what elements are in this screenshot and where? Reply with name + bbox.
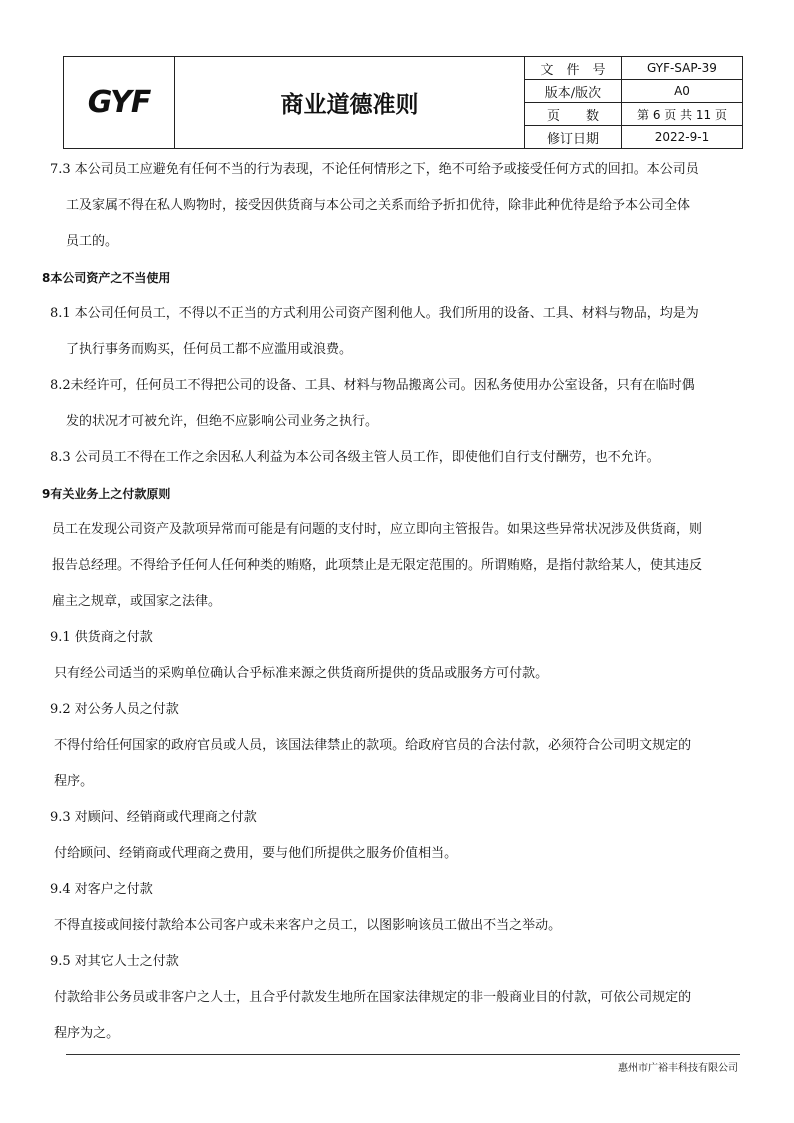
revision-date-value: 2022-9-1 bbox=[622, 126, 743, 149]
doc-number-value: GYF-SAP-39 bbox=[622, 57, 743, 80]
paragraph-line: 员工在发现公司资产及款项异常而可能是有问题的支付时，应立即向主管报告。如果这些异常状况涉及供货商，则 bbox=[52, 522, 703, 537]
paragraph-line: 了执行事务而购买，任何员工都不应滥用或浪费。 bbox=[66, 342, 353, 357]
document-body bbox=[42, 152, 754, 1052]
page-count-value: 第 6 页 共 11 页 bbox=[622, 103, 743, 126]
page-count-label: 页 数 bbox=[525, 103, 622, 126]
version-value: A0 bbox=[622, 80, 743, 103]
subsection-9-5-body bbox=[42, 980, 754, 1052]
paragraph-7-3 bbox=[42, 152, 754, 260]
footer-company-name: 惠州市广裕丰科技有限公司 bbox=[618, 1063, 738, 1074]
subsection-9-4-body bbox=[42, 908, 754, 944]
document-header-table bbox=[63, 56, 743, 149]
paragraph-line: 程序。 bbox=[54, 774, 94, 789]
paragraph-line: 付款给非公务员或非客户之人士，且合乎付款发生地所在国家法律规定的非一般商业目的付款，可依公司规定的 bbox=[54, 990, 692, 1005]
subsection-9-4-title: 9.4 对客户之付款 bbox=[50, 882, 153, 897]
paragraph-8-3: 8.3 公司员工不得在工作之余因私人利益为本公司各级主管人员工作，即使他们自行支付酬劳，也不允许。 bbox=[50, 450, 660, 465]
paragraph-line: 不得直接或间接付款给本公司客户或未来客户之员工，以图影响该员工做出不当之举动。 bbox=[54, 918, 562, 933]
company-logo: GYF bbox=[87, 85, 151, 120]
paragraph-line: 程序为之。 bbox=[54, 1026, 120, 1041]
paragraph-line: 不得付给任何国家的政府官员或人员，该国法律禁止的款项。给政府官员的合法付款，必须符合公司明文规定的 bbox=[54, 738, 692, 753]
logo-cell bbox=[64, 57, 175, 149]
version-label: 版本/版次 bbox=[525, 80, 622, 103]
paragraph-8-1 bbox=[42, 296, 754, 368]
subsection-9-5-title: 9.5 对其它人士之付款 bbox=[50, 954, 179, 969]
paragraph-8-2 bbox=[42, 368, 754, 440]
subsection-9-2-body bbox=[42, 728, 754, 800]
footer-divider bbox=[66, 1054, 740, 1055]
revision-date-label: 修订日期 bbox=[525, 126, 622, 149]
paragraph-line: 7.3 本公司员工应避免有任何不当的行为表现，不论任何情形之下，绝不可给予或接受任何方式的回扣。本公司员 bbox=[50, 162, 699, 177]
paragraph-line: 工及家属不得在私人购物时，接受因供货商与本公司之关系而给予折扣优待，除非此种优待是给予本公司全体 bbox=[66, 198, 691, 213]
subsection-9-2-title: 9.2 对公务人员之付款 bbox=[50, 702, 179, 717]
subsection-9-1-body bbox=[42, 656, 754, 692]
subsection-9-3-title: 9.3 对顾问、经销商或代理商之付款 bbox=[50, 810, 257, 825]
paragraph-line: 8.2未经许可，任何员工不得把公司的设备、工具、材料与物品搬离公司。因私务使用办公室设备，只有在临时偶 bbox=[50, 378, 695, 393]
subsection-9-3-body bbox=[42, 836, 754, 872]
paragraph-line: 发的状况才可被允许，但绝不应影响公司业务之执行。 bbox=[66, 414, 379, 429]
paragraph-line: 付给顾问、经销商或代理商之费用，要与他们所提供之服务价值相当。 bbox=[54, 846, 458, 861]
paragraph-line: 报告总经理。不得给予任何人任何种类的贿赂，此项禁止是无限定范围的。所谓贿赂，是指付款给某人，使其违反 bbox=[52, 558, 703, 573]
paragraph-line: 员工的。 bbox=[66, 234, 119, 249]
doc-number-label: 文 件 号 bbox=[525, 57, 622, 80]
section-9-heading: 9有关业务上之付款原则 bbox=[42, 487, 171, 501]
section-9-intro bbox=[42, 512, 754, 620]
document-title: 商业道德准则 bbox=[175, 57, 525, 149]
subsection-9-1-title: 9.1 供货商之付款 bbox=[50, 630, 153, 645]
paragraph-line: 只有经公司适当的采购单位确认合乎标准来源之供货商所提供的货品或服务方可付款。 bbox=[54, 666, 549, 681]
section-8-heading: 8本公司资产之不当使用 bbox=[42, 271, 171, 285]
paragraph-line: 雇主之规章，或国家之法律。 bbox=[52, 594, 222, 609]
paragraph-line: 8.1 本公司任何员工，不得以不正当的方式利用公司资产图利他人。我们所用的设备、工具、材料与物品，均是为 bbox=[50, 306, 699, 321]
